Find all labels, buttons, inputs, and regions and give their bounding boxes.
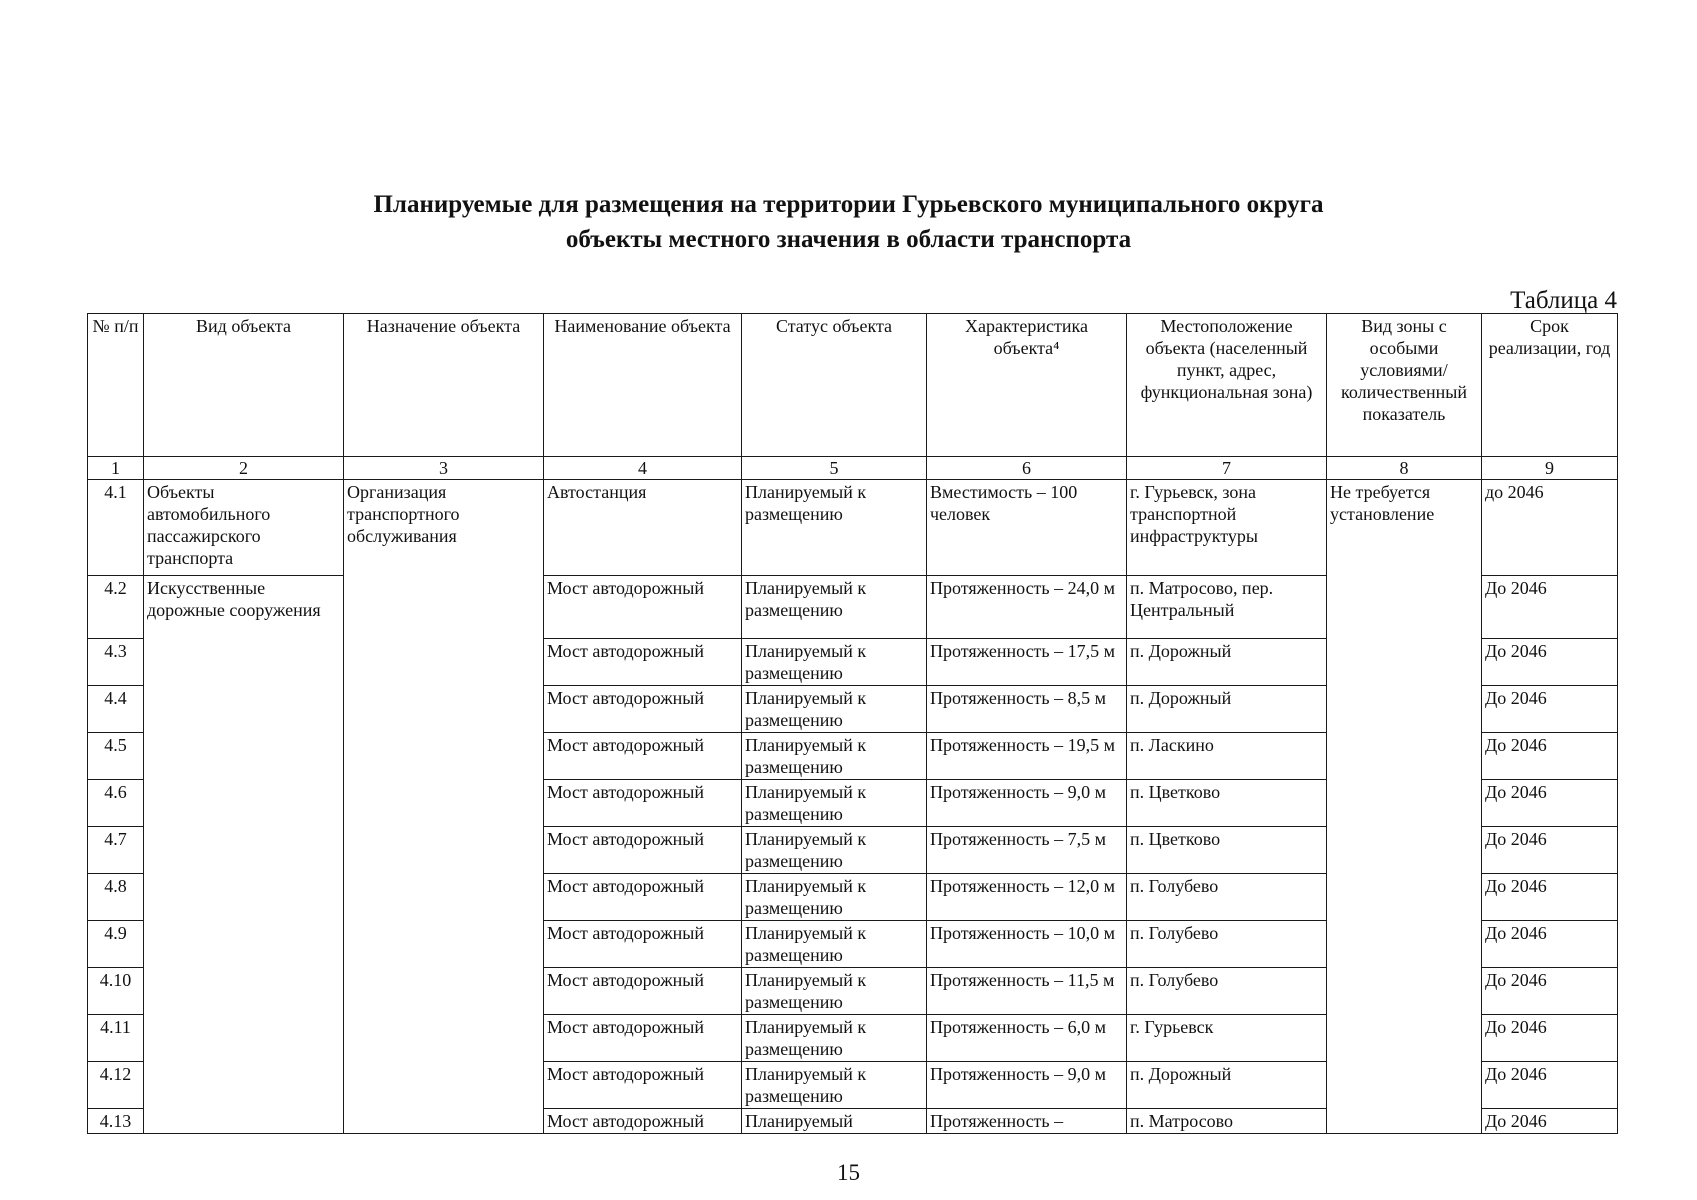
implementation-term: До 2046 xyxy=(1482,921,1618,968)
implementation-term: до 2046 xyxy=(1482,480,1618,576)
row-number: 4.8 xyxy=(88,874,144,921)
column-number-row xyxy=(88,457,1618,480)
object-location: п. Матросово xyxy=(1127,1109,1327,1134)
object-status: Планируемый к размещению xyxy=(742,686,927,733)
object-kind: Искусственные дорожные сооружения xyxy=(144,576,344,1134)
header-cell: Характеристика объекта⁴ xyxy=(927,314,1127,457)
implementation-term: До 2046 xyxy=(1482,733,1618,780)
object-name: Автостанция xyxy=(544,480,742,576)
object-characteristic: Протяженность – 11,5 м xyxy=(927,968,1127,1015)
object-name: Мост автодорожный xyxy=(544,1109,742,1134)
column-number: 3 xyxy=(344,457,544,480)
object-characteristic: Вместимость – 100 человек xyxy=(927,480,1127,576)
object-characteristic: Протяженность – 24,0 м xyxy=(927,576,1127,639)
row-number: 4.5 xyxy=(88,733,144,780)
implementation-term: До 2046 xyxy=(1482,827,1618,874)
object-location: п. Цветково xyxy=(1127,827,1327,874)
object-location: п. Матросово, пер. Центральный xyxy=(1127,576,1327,639)
header-row xyxy=(88,314,1618,457)
object-characteristic: Протяженность – xyxy=(927,1109,1127,1134)
row-number: 4.2 xyxy=(88,576,144,639)
row-number: 4.4 xyxy=(88,686,144,733)
object-purpose: Организация транспортного обслуживания xyxy=(344,480,544,1134)
object-location: г. Гурьевск xyxy=(1127,1015,1327,1062)
object-status: Планируемый к размещению xyxy=(742,921,927,968)
object-status: Планируемый к размещению xyxy=(742,1015,927,1062)
column-number: 7 xyxy=(1127,457,1327,480)
header-cell: № п/п xyxy=(88,314,144,457)
object-location: п. Цветково xyxy=(1127,780,1327,827)
object-name: Мост автодорожный xyxy=(544,1062,742,1109)
column-number: 5 xyxy=(742,457,927,480)
row-number: 4.7 xyxy=(88,827,144,874)
objects-table xyxy=(87,313,1618,1134)
object-name: Мост автодорожный xyxy=(544,968,742,1015)
document-title xyxy=(0,187,1697,257)
object-location: п. Дорожный xyxy=(1127,1062,1327,1109)
implementation-term: До 2046 xyxy=(1482,968,1618,1015)
header-cell: Наименование объекта xyxy=(544,314,742,457)
implementation-term: До 2046 xyxy=(1482,576,1618,639)
implementation-term: До 2046 xyxy=(1482,1015,1618,1062)
row-number: 4.3 xyxy=(88,639,144,686)
object-status: Планируемый xyxy=(742,1109,927,1134)
row-number: 4.13 xyxy=(88,1109,144,1134)
object-name: Мост автодорожный xyxy=(544,686,742,733)
object-characteristic: Протяженность – 19,5 м xyxy=(927,733,1127,780)
row-number: 4.10 xyxy=(88,968,144,1015)
object-characteristic: Протяженность – 9,0 м xyxy=(927,780,1127,827)
object-location: п. Голубево xyxy=(1127,921,1327,968)
object-location: п. Дорожный xyxy=(1127,686,1327,733)
header-cell: Местоположение объекта (населенный пункт, адрес, функциональная зона) xyxy=(1127,314,1327,457)
row-number: 4.11 xyxy=(88,1015,144,1062)
row-number: 4.9 xyxy=(88,921,144,968)
object-name: Мост автодорожный xyxy=(544,827,742,874)
column-number: 2 xyxy=(144,457,344,480)
row-number: 4.12 xyxy=(88,1062,144,1109)
header-cell: Вид зоны с особыми условиями/ количественный показатель xyxy=(1327,314,1482,457)
object-characteristic: Протяженность – 7,5 м xyxy=(927,827,1127,874)
column-number: 6 xyxy=(927,457,1127,480)
object-name: Мост автодорожный xyxy=(544,576,742,639)
object-status: Планируемый к размещению xyxy=(742,733,927,780)
column-number: 4 xyxy=(544,457,742,480)
implementation-term: До 2046 xyxy=(1482,780,1618,827)
object-status: Планируемый к размещению xyxy=(742,576,927,639)
object-characteristic: Протяженность – 8,5 м xyxy=(927,686,1127,733)
object-status: Планируемый к размещению xyxy=(742,480,927,576)
table-row xyxy=(88,480,1618,576)
table-caption: Таблица 4 xyxy=(1510,287,1617,314)
header-cell: Вид объекта xyxy=(144,314,344,457)
object-name: Мост автодорожный xyxy=(544,639,742,686)
object-kind: Объекты автомобильного пассажирского транспорта xyxy=(144,480,344,576)
object-status: Планируемый к размещению xyxy=(742,639,927,686)
page-number: 15 xyxy=(837,1160,860,1185)
header-cell: Срок реализации, год xyxy=(1482,314,1618,457)
object-location: п. Ласкино xyxy=(1127,733,1327,780)
header-cell: Статус объекта xyxy=(742,314,927,457)
row-number: 4.6 xyxy=(88,780,144,827)
object-status: Планируемый к размещению xyxy=(742,874,927,921)
column-number: 9 xyxy=(1482,457,1618,480)
object-characteristic: Протяженность – 9,0 м xyxy=(927,1062,1127,1109)
special-zone: Не требуется установление xyxy=(1327,480,1482,1134)
object-characteristic: Протяженность – 12,0 м xyxy=(927,874,1127,921)
object-location: п. Дорожный xyxy=(1127,639,1327,686)
object-location: п. Голубево xyxy=(1127,968,1327,1015)
object-status: Планируемый к размещению xyxy=(742,968,927,1015)
object-characteristic: Протяженность – 6,0 м xyxy=(927,1015,1127,1062)
implementation-term: До 2046 xyxy=(1482,686,1618,733)
column-number: 8 xyxy=(1327,457,1482,480)
object-location: г. Гурьевск, зона транспортной инфраструктуры xyxy=(1127,480,1327,576)
object-name: Мост автодорожный xyxy=(544,921,742,968)
column-number: 1 xyxy=(88,457,144,480)
implementation-term: До 2046 xyxy=(1482,639,1618,686)
object-name: Мост автодорожный xyxy=(544,1015,742,1062)
header-cell: Назначение объекта xyxy=(344,314,544,457)
title-line-2: объекты местного значения в области транспорта xyxy=(565,226,1132,253)
object-name: Мост автодорожный xyxy=(544,780,742,827)
title-line-1: Планируемые для размещения на территории Гурьевского муниципального округа xyxy=(373,191,1324,218)
row-number: 4.1 xyxy=(88,480,144,576)
implementation-term: До 2046 xyxy=(1482,1109,1618,1134)
object-status: Планируемый к размещению xyxy=(742,1062,927,1109)
implementation-term: До 2046 xyxy=(1482,1062,1618,1109)
object-characteristic: Протяженность – 10,0 м xyxy=(927,921,1127,968)
implementation-term: До 2046 xyxy=(1482,874,1618,921)
object-characteristic: Протяженность – 17,5 м xyxy=(927,639,1127,686)
object-name: Мост автодорожный xyxy=(544,874,742,921)
object-status: Планируемый к размещению xyxy=(742,780,927,827)
object-name: Мост автодорожный xyxy=(544,733,742,780)
object-location: п. Голубево xyxy=(1127,874,1327,921)
object-status: Планируемый к размещению xyxy=(742,827,927,874)
